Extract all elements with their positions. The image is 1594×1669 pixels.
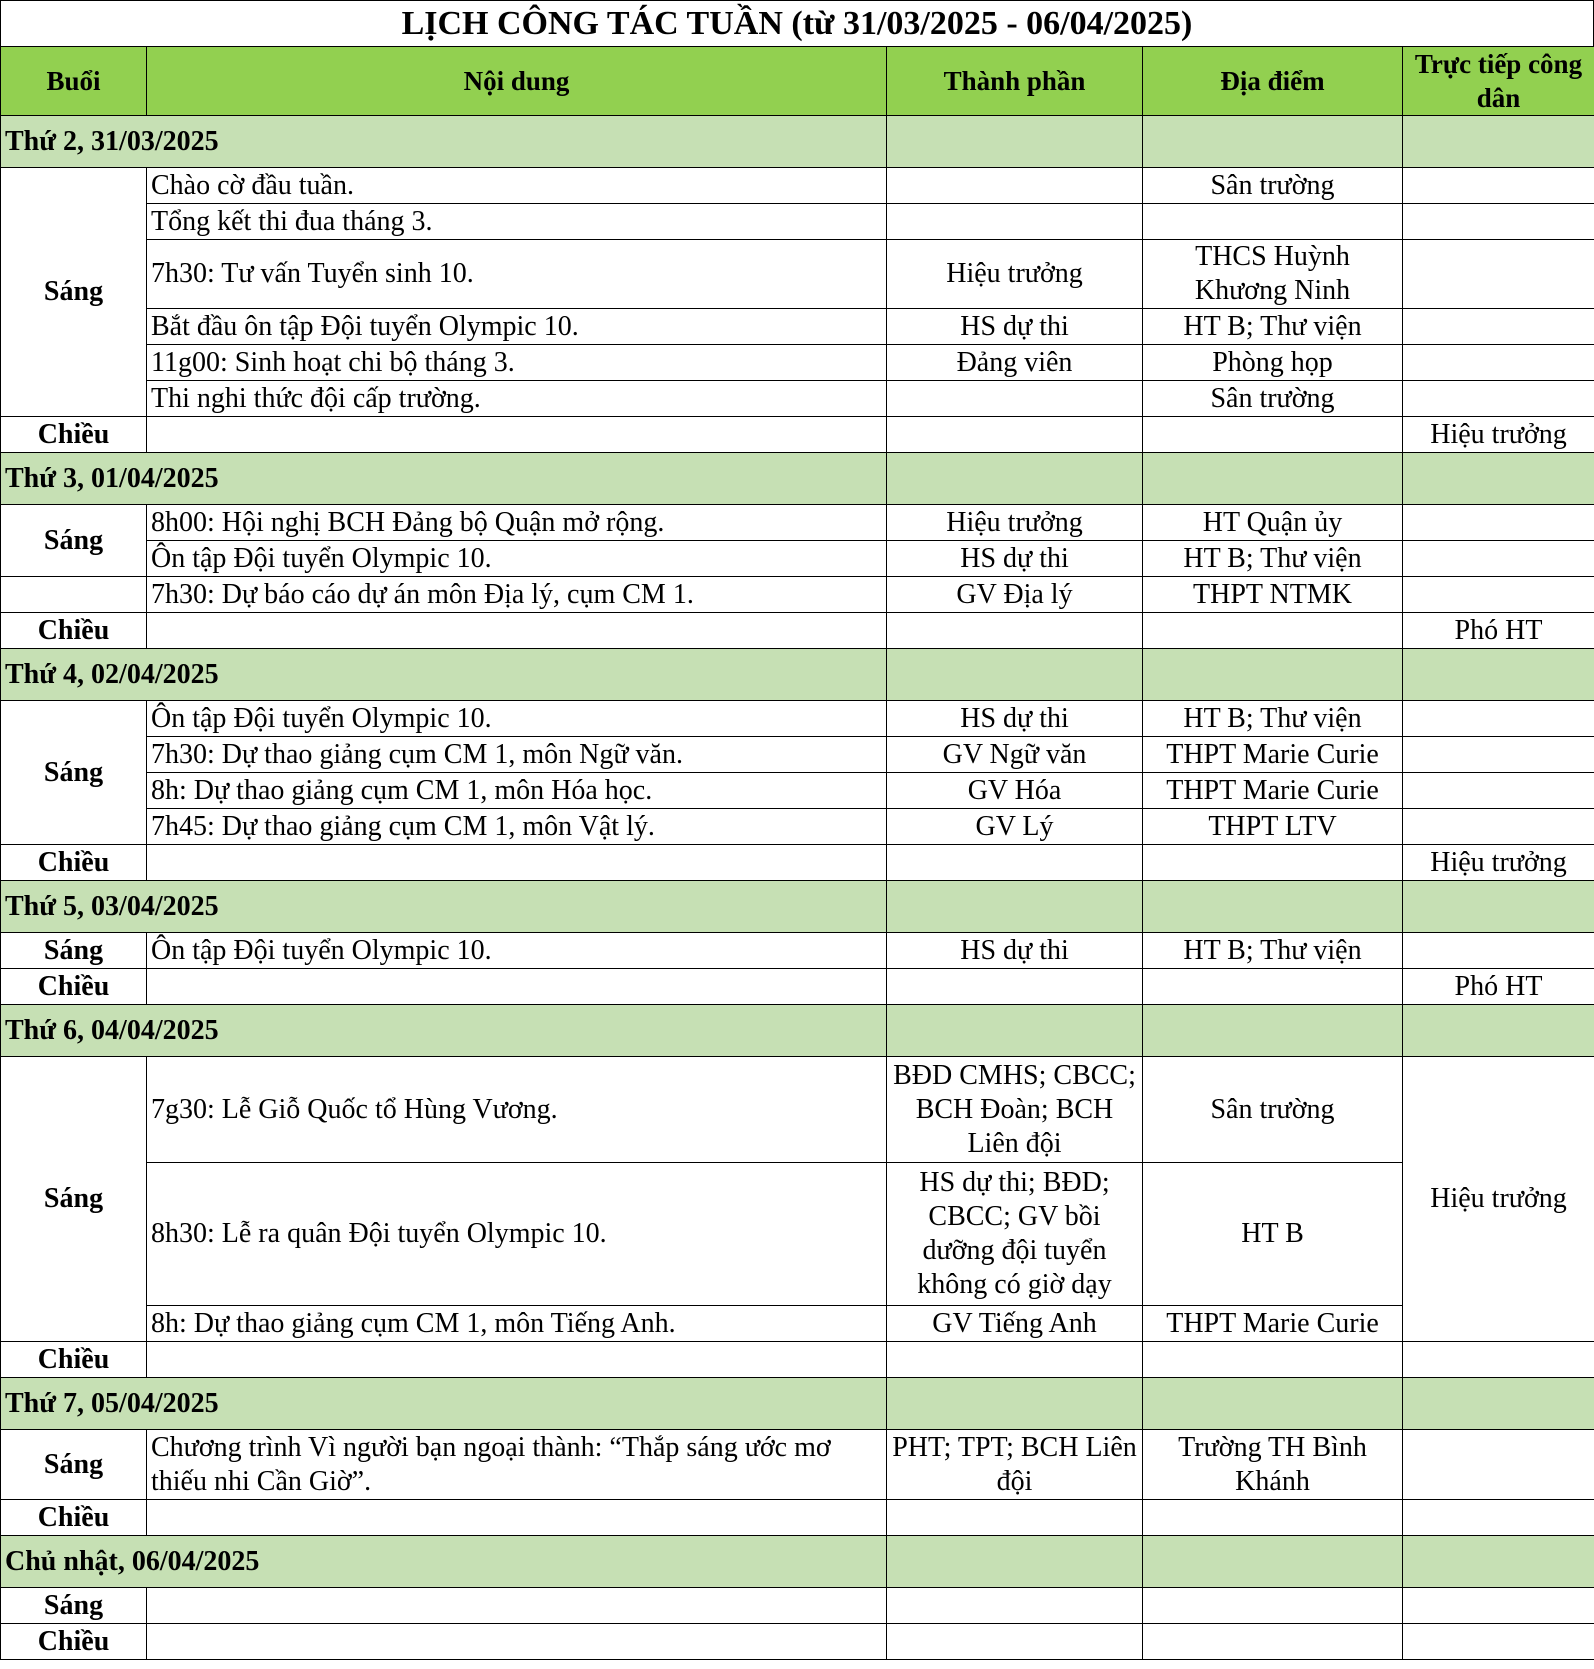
participants-cell: GV Lý xyxy=(887,809,1143,845)
location-cell: Sân trường xyxy=(1143,168,1403,204)
content-cell: 7h30: Dự báo cáo dự án môn Địa lý, cụm CM 1. xyxy=(147,577,887,613)
content-cell: Chương trình Vì người bạn ngoại thành: “Thắp sáng ước mơ thiếu nhi Cần Giờ”. xyxy=(147,1430,887,1500)
table-row xyxy=(1,204,1594,240)
duty-cell: Phó HT xyxy=(1403,613,1594,649)
participants-cell: BĐD CMHS; CBCC; BCH Đoàn; BCH Liên đội xyxy=(887,1057,1143,1163)
session-morning: Sáng xyxy=(1,168,147,417)
table-row xyxy=(1,845,1594,881)
location-cell: THPT Marie Curie xyxy=(1143,737,1403,773)
duty-cell xyxy=(1403,204,1594,240)
duty-cell: Hiệu trưởng xyxy=(1403,1057,1594,1342)
content-cell: Chào cờ đầu tuần. xyxy=(147,168,887,204)
participants-cell: GV Địa lý xyxy=(887,577,1143,613)
page-title: LỊCH CÔNG TÁC TUẦN (từ 31/03/2025 - 06/04/2025) xyxy=(0,0,1594,46)
header-thanh-phan: Thành phần xyxy=(887,47,1143,116)
location-cell: THPT Marie Curie xyxy=(1143,773,1403,809)
table-row xyxy=(1,381,1594,417)
participants-cell: HS dự thi xyxy=(887,541,1143,577)
content-cell: 7h30: Dự thao giảng cụm CM 1, môn Ngữ văn. xyxy=(147,737,887,773)
location-cell: Phòng họp xyxy=(1143,345,1403,381)
participants-cell: GV Hóa xyxy=(887,773,1143,809)
session-afternoon: Chiều xyxy=(1,613,147,649)
day-row xyxy=(1,649,1594,701)
participants-cell: HS dự thi xyxy=(887,933,1143,969)
location-cell: Sân trường xyxy=(1143,1057,1403,1163)
duty-cell: Hiệu trưởng xyxy=(1403,845,1594,881)
day-name: Chủ nhật, 06/04/2025 xyxy=(1,1536,887,1588)
session-morning: Sáng xyxy=(1,1588,147,1624)
participants-cell: Đảng viên xyxy=(887,345,1143,381)
participants-cell: Hiệu trưởng xyxy=(887,505,1143,541)
location-cell: HT B xyxy=(1143,1163,1403,1306)
day-row xyxy=(1,1005,1594,1057)
day-row xyxy=(1,116,1594,168)
duty-cell xyxy=(1403,309,1594,345)
session-afternoon: Chiều xyxy=(1,845,147,881)
content-cell: 8h: Dự thao giảng cụm CM 1, môn Hóa học. xyxy=(147,773,887,809)
duty-cell xyxy=(1403,809,1594,845)
duty-cell: Hiệu trưởng xyxy=(1403,417,1594,453)
duty-cell xyxy=(1403,1430,1594,1500)
day-name: Thứ 7, 05/04/2025 xyxy=(1,1378,887,1430)
table-row xyxy=(1,701,1594,737)
table-row xyxy=(1,577,1594,613)
session-afternoon: Chiều xyxy=(1,417,147,453)
session-morning: Sáng xyxy=(1,1057,147,1342)
participants-cell: HS dự thi xyxy=(887,701,1143,737)
participants-cell: PHT; TPT; BCH Liên đội xyxy=(887,1430,1143,1500)
header-truc-tiep-cong-dan: Trực tiếp công dân xyxy=(1403,47,1594,116)
header-dia-diem: Địa điểm xyxy=(1143,47,1403,116)
table-row xyxy=(1,933,1594,969)
participants-cell: Hiệu trưởng xyxy=(887,240,1143,309)
table-row xyxy=(1,613,1594,649)
content-cell: 8h30: Lễ ra quân Đội tuyển Olympic 10. xyxy=(147,1163,887,1306)
table-row xyxy=(1,309,1594,345)
content-cell: Thi nghi thức đội cấp trường. xyxy=(147,381,887,417)
content-cell: 11g00: Sinh hoạt chi bộ tháng 3. xyxy=(147,345,887,381)
session-morning: Sáng xyxy=(1,701,147,845)
table-row xyxy=(1,168,1594,204)
location-cell: THPT LTV xyxy=(1143,809,1403,845)
table-row xyxy=(1,1624,1594,1660)
table-row xyxy=(1,1500,1594,1536)
duty-cell xyxy=(1403,345,1594,381)
table-row xyxy=(1,1342,1594,1378)
table-row xyxy=(1,969,1594,1005)
day-name: Thứ 5, 03/04/2025 xyxy=(1,881,887,933)
participants-cell: GV Ngữ văn xyxy=(887,737,1143,773)
participants-cell xyxy=(887,381,1143,417)
day-name: Thứ 4, 02/04/2025 xyxy=(1,649,887,701)
session-afternoon: Chiều xyxy=(1,969,147,1005)
duty-cell xyxy=(1403,240,1594,309)
location-cell: Trường TH Bình Khánh xyxy=(1143,1430,1403,1500)
duty-cell xyxy=(1403,933,1594,969)
content-cell: 7h30: Tư vấn Tuyển sinh 10. xyxy=(147,240,887,309)
participants-cell: HS dự thi; BĐD; CBCC; GV bồi dưỡng đội tuyển không có giờ dạy xyxy=(887,1163,1143,1306)
table-row xyxy=(1,1430,1594,1500)
participants-cell xyxy=(887,204,1143,240)
duty-cell xyxy=(1403,577,1594,613)
header-row xyxy=(1,47,1594,116)
duty-cell xyxy=(1403,168,1594,204)
location-cell: THPT Marie Curie xyxy=(1143,1306,1403,1342)
day-row xyxy=(1,881,1594,933)
duty-cell: Phó HT xyxy=(1403,969,1594,1005)
duty-cell xyxy=(1403,381,1594,417)
location-cell: HT B; Thư viện xyxy=(1143,309,1403,345)
duty-cell xyxy=(1403,737,1594,773)
table-row xyxy=(1,345,1594,381)
header-buoi: Buổi xyxy=(1,47,147,116)
content-cell: 7g30: Lễ Giỗ Quốc tổ Hùng Vương. xyxy=(147,1057,887,1163)
session-afternoon: Chiều xyxy=(1,1624,147,1660)
participants-cell: HS dự thi xyxy=(887,309,1143,345)
day-name: Thứ 2, 31/03/2025 xyxy=(1,116,887,168)
location-cell: THCS Huỳnh Khương Ninh xyxy=(1143,240,1403,309)
table-row xyxy=(1,1163,1594,1306)
duty-cell xyxy=(1403,541,1594,577)
location-cell: Sân trường xyxy=(1143,381,1403,417)
location-cell xyxy=(1143,204,1403,240)
content-cell: Ôn tập Đội tuyển Olympic 10. xyxy=(147,541,887,577)
day-name: Thứ 6, 04/04/2025 xyxy=(1,1005,887,1057)
content-cell: Tổng kết thi đua tháng 3. xyxy=(147,204,887,240)
content-cell: 8h00: Hội nghị BCH Đảng bộ Quận mở rộng. xyxy=(147,505,887,541)
duty-cell xyxy=(1403,505,1594,541)
content-cell: Bắt đầu ôn tập Đội tuyển Olympic 10. xyxy=(147,309,887,345)
table-row xyxy=(1,773,1594,809)
table-row xyxy=(1,1057,1594,1163)
participants-cell: GV Tiếng Anh xyxy=(887,1306,1143,1342)
duty-cell xyxy=(1403,773,1594,809)
participants-cell xyxy=(887,168,1143,204)
table-row xyxy=(1,737,1594,773)
duty-cell xyxy=(1403,701,1594,737)
location-cell: HT B; Thư viện xyxy=(1143,541,1403,577)
table-row xyxy=(1,1588,1594,1624)
table-row xyxy=(1,541,1594,577)
day-row xyxy=(1,1536,1594,1588)
content-cell: 8h: Dự thao giảng cụm CM 1, môn Tiếng Anh. xyxy=(147,1306,887,1342)
header-noi-dung: Nội dung xyxy=(147,47,887,116)
session-afternoon: Chiều xyxy=(1,1342,147,1378)
content-cell: Ôn tập Đội tuyển Olympic 10. xyxy=(147,933,887,969)
table-row xyxy=(1,1306,1594,1342)
content-cell: 7h45: Dự thao giảng cụm CM 1, môn Vật lý. xyxy=(147,809,887,845)
day-row xyxy=(1,453,1594,505)
day-row xyxy=(1,1378,1594,1430)
content-cell: Ôn tập Đội tuyển Olympic 10. xyxy=(147,701,887,737)
table-row xyxy=(1,417,1594,453)
location-cell: HT Quận ủy xyxy=(1143,505,1403,541)
schedule-table xyxy=(0,46,1594,1660)
location-cell: HT B; Thư viện xyxy=(1143,701,1403,737)
location-cell: HT B; Thư viện xyxy=(1143,933,1403,969)
table-row xyxy=(1,505,1594,541)
session-morning: Sáng xyxy=(1,1430,147,1500)
table-row xyxy=(1,240,1594,309)
session-afternoon: Chiều xyxy=(1,1500,147,1536)
location-cell: THPT NTMK xyxy=(1143,577,1403,613)
session-morning: Sáng xyxy=(1,505,147,577)
day-name: Thứ 3, 01/04/2025 xyxy=(1,453,887,505)
session-morning: Sáng xyxy=(1,933,147,969)
table-row xyxy=(1,809,1594,845)
